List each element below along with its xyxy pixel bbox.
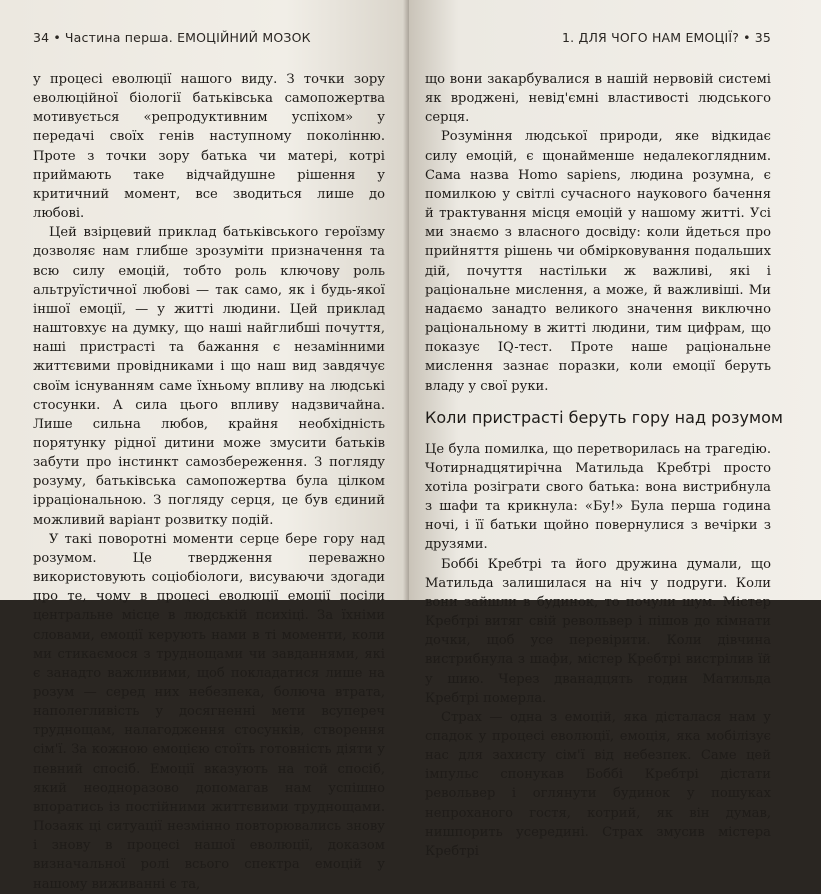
- header-bullet: •: [743, 30, 751, 45]
- right-body-text: [425, 70, 783, 861]
- paragraph: У такі поворотні моменти серце бере гору над розумом. Це твердження переважно використовують соціобіологи, висуваючи здогади про те, чому в процесі еволюції емоції посіли центральне місце в людській психіці. За їхніми словами, емоції керують нами в ті моменти, коли ми стикаємося з труднощами чи завданнями, які є занадто важливими, щоб покладатися лише на розум — серед них небезпека, болюча втрата, наполегливість у досягненні мети всупереч труднощам, налагодження стосунків, створення сім'ї. За кожною емоцією стоїть готовність діяти у певний спосіб. Емоції вказують на той спосіб, який неодноразово допомагав нам успішно впоратись із постійними життєвими труднощами. Позаяк ці ситуації незмінно повторювались знову і знову в процесі нашої еволюції, доказом визначальної ролі всього спектра емоцій у нашому виживанні є та,: [33, 531, 385, 892]
- header-bullet: •: [53, 30, 61, 45]
- paragraph: Боббі Кребтрі та його дружина думали, що Матильда залишилася на ніч у подруги. Коли вони зайшли в будинок, то почули шум. Містер Кребтрі витяг свій револьвер і пішов до кімнати дочки, щоб усе перевірити. Коли дівчина вистрибнула з шафи, містер Кребтрі вистрілив їй у шию. Через дванадцять годин Матильда Кребтрі померла.: [425, 556, 771, 706]
- paragraph: Цей взірцевий приклад батьківського героїзму дозволяє нам глибше зрозуміти призначення та всю силу емоцій, тобто роль ключову роль альтруїстичної любові — так само, як і будь-якої іншої емоції, — у житті людини. Цей приклад наштовхує на думку, що наші найглибші почуття, наші пристрасті та бажання є незамінними життєвими провідниками і що наш вид завдячує своїм існуванням саме їхньому впливу на людські стосунки. А сила цього впливу надзвичайна. Лише сильна любов, крайня необхідність порятунку рідної дитини може змусити батьків забути про інстинкт самозбереження. З погляду розуму, батьківська самопожертва була цілком ірраціональною. З погляду серця, це був єдиний можливий варіант розвитку подій.: [33, 225, 385, 528]
- right-page-number: 35: [754, 30, 771, 45]
- chapter-title: 1. ДЛЯ ЧОГО НАМ ЕМОЦІЇ?: [561, 30, 740, 45]
- left-body-text: [33, 70, 385, 894]
- paragraph: Страх — одна з емоцій, яка дісталася нам у спадок у процесі еволюції, емоція, яка мобілізує нас для захисту сім'ї від небезпек. Саме цей імпульс спонукав Боббі Кребтрі дістати револьвер і оглянути будинок у пошуках непроханого гостя, котрий, як він думав, нишпорить усередині. Страх змусив містера Кребтрі: [425, 709, 771, 859]
- left-page: [0, 0, 409, 892]
- paragraph: Це була помилка, що перетворилась на трагедію. Чотирнадцятирічна Матильда Кребтрі просто хотіла розіграти свого батька: вона вистрибнула з шафи та крикнула: «Бу!» Була перша година ночі, і її батьки щойно повернулися з вечірки з друзями.: [425, 441, 771, 553]
- right-running-header: [562, 30, 771, 45]
- left-page-number: 34: [33, 30, 50, 45]
- part-label: Частина перша.: [64, 30, 173, 45]
- paragraph: у процесі еволюції нашого виду. З точки зору еволюційної біології батьківська самопожертва мотивується «репродуктивним успіхом» у передачі своїх генів наступному поколінню. Проте з точки зору батька чи матері, котрі приймають таке відчайдушне рішення у критичний момент, все зводиться лише до любові.: [33, 72, 385, 222]
- paragraph: що вони закарбувалися в нашій нервовій системі як вроджені, невід'ємні властивості людського серця.: [425, 72, 771, 126]
- right-page: [409, 0, 821, 859]
- section-subheading: Коли пристрасті беруть гору над розумом: [425, 407, 783, 427]
- paragraph: Розуміння людської природи, яке відкидає силу емоцій, є щонайменше недалекоглядним. Сама назва Homo sapiens, людина розумна, є помилкою у світлі сучасного наукового бачення й трактування місця емоцій у нашому житті. Усі ми знаємо з власного досвіду: коли йдеться про прийняття рішень чи обмірковування подальших дій, почуття настільки ж важливі, які і раціональне мислення, а може, й важливіші. Ми надаємо занадто великого значення виключно раціональному в житті людини, тим цифрам, що показує IQ-тест. Проте наше раціональне мислення зазнає поразки, коли емоції беруть владу у свої руки.: [425, 129, 771, 394]
- left-running-header: [33, 30, 311, 45]
- part-title: ЕМОЦІЙНИЙ МОЗОК: [177, 30, 311, 45]
